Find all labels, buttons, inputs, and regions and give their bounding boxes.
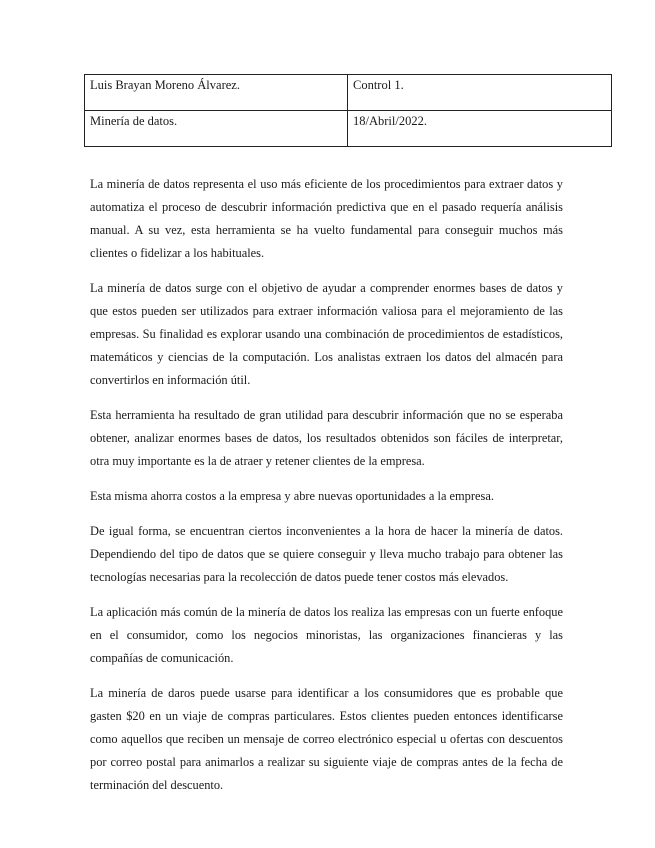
- date-cell: 18/Abril/2022.: [348, 111, 612, 147]
- paragraph-6: La aplicación más común de la minería de datos los realiza las empresas con un fuerte enfoque en el consumidor, como los negocios minoristas, las organizaciones financieras y las compañías de comunicación.: [90, 605, 563, 665]
- paragraph-5: De igual forma, se encuentran ciertos inconvenientes a la hora de hacer la minería de datos. Dependiendo del tipo de datos que se quiere conseguir y lleva mucho trabajo para obtener las tecnologías necesarias para la recolección de datos puede tener costos más elevados.: [90, 524, 563, 584]
- header-row-1: [85, 75, 612, 111]
- header-row-2: [85, 111, 612, 147]
- paragraph-3: Esta herramienta ha resultado de gran utilidad para descubrir información que no se esperaba obtener, analizar enormes bases de datos, los resultados obtenidos son fáciles de interpretar, otra muy importante es la de atraer y retener clientes de la empresa.: [90, 408, 563, 468]
- header-table: [84, 74, 612, 147]
- paragraph-7: La minería de daros puede usarse para identificar a los consumidores que es probable que gasten $20 en un viaje de compras particulares. Estos clientes pueden entonces identificarse como aquellos que reciben un mensaje de correo electrónico especial u ofertas con descuentos por correo postal para animarlos a realizar su siguiente viaje de compras antes de la fecha de terminación del descuento.: [90, 686, 563, 792]
- paragraph-2: La minería de datos surge con el objetivo de ayudar a comprender enormes bases de datos y que estos pueden ser utilizados para extraer información valiosa para el mejoramiento de las empresas. Su finalidad es explorar usando una combinación de procedimientos de estadísticos, matemáticos y ciencias de la computación. Los analistas extraen los datos del almacén para convertirlos en información útil.: [90, 281, 563, 387]
- paragraph-4: Esta misma ahorra costos a la empresa y abre nuevas oportunidades a la empresa.: [90, 489, 494, 503]
- document-body: [90, 173, 563, 809]
- assignment-cell: Control 1.: [348, 75, 612, 111]
- subject-cell: Minería de datos.: [85, 111, 348, 147]
- author-cell: Luis Brayan Moreno Álvarez.: [85, 75, 348, 111]
- paragraph-1: La minería de datos representa el uso más eficiente de los procedimientos para extraer datos y automatiza el proceso de descubrir información predictiva que en el pasado requería análisis manual. A su vez, esta herramienta se ha vuelto fundamental para conseguir muchos más clientes o fidelizar a los habituales.: [90, 177, 563, 260]
